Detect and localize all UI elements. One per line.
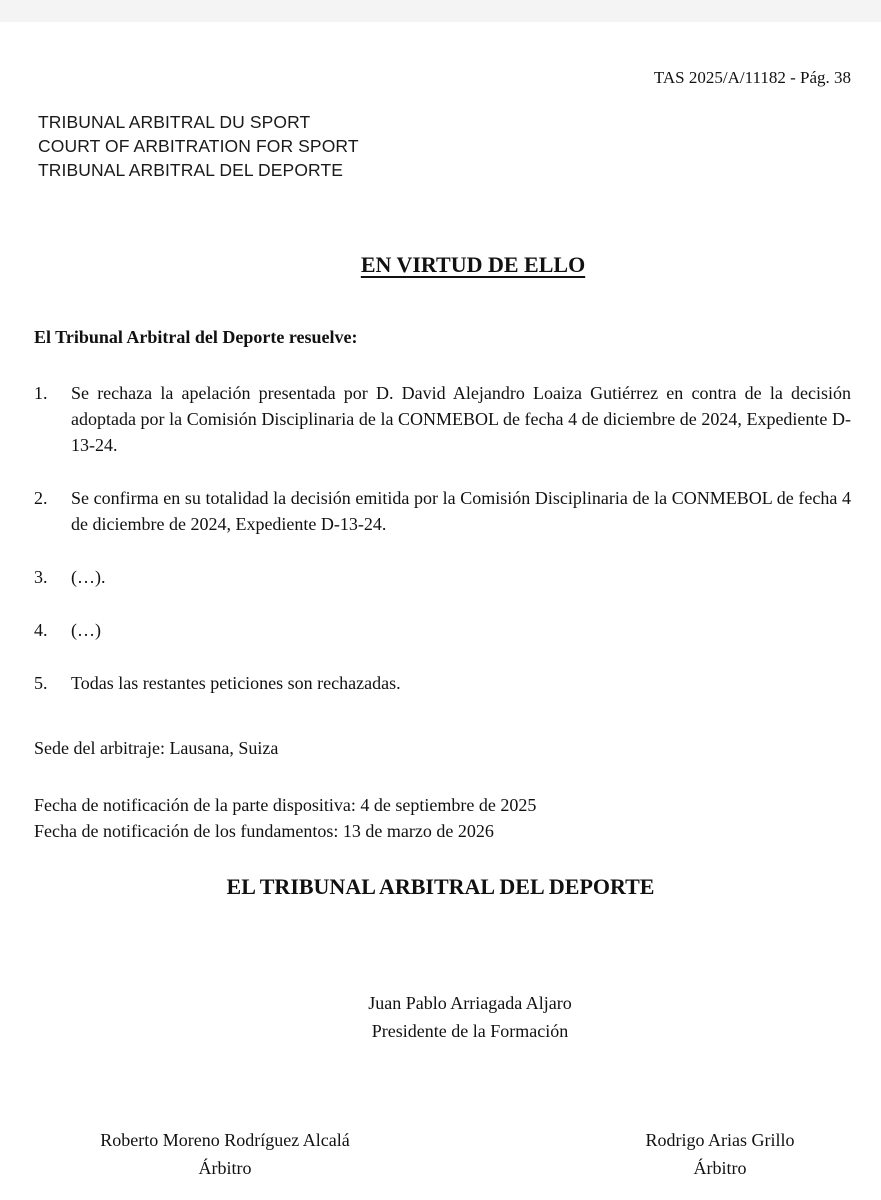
item-number: 2. <box>34 488 48 508</box>
item-text: Todas las restantes peticiones son rechazadas. <box>71 673 401 693</box>
page-number: TAS 2025/A/11182 - Pág. 38 <box>653 68 851 87</box>
section-heading-text: EN VIRTUD DE ELLO <box>360 252 586 277</box>
tribunal-title: EL TRIBUNAL ARBITRAL DEL DEPORTE <box>226 874 655 899</box>
grounds-notification-date: Fecha de notificación de los fundamentos: 13 de marzo de 2026 <box>34 821 494 841</box>
list-item <box>34 485 851 537</box>
section-heading <box>0 252 881 278</box>
arbitration-seat: Sede del arbitraje: Lausana, Suiza <box>34 738 279 758</box>
item-number: 5. <box>34 673 48 693</box>
arbitrator-signature-block-right <box>590 1126 850 1182</box>
court-letterhead <box>38 110 359 182</box>
item-text: Se confirma en su totalidad la decisión emitida por la Comisión Disciplinaria de la CONMEBOL de fecha 4 de diciembre de 2024, Expediente D-13-24. <box>71 488 851 534</box>
list-item <box>34 564 851 590</box>
item-number: 1. <box>34 383 48 403</box>
arbitrator-role: Árbitro <box>693 1158 747 1178</box>
top-margin-bar <box>0 0 881 22</box>
resolution-intro: El Tribunal Arbitral del Deporte resuelve: <box>34 327 358 347</box>
president-name: Juan Pablo Arriagada Aljaro <box>368 993 572 1013</box>
notification-dates <box>34 792 536 844</box>
item-number: 4. <box>34 620 48 640</box>
item-text: Se rechaza la apelación presentada por D. David Alejandro Loaiza Gutiérrez en contra de la decisión adoptada por la Comisión Disciplinaria de la CONMEBOL de fecha 4 de diciembre de 2024, Expediente D-13-24. <box>71 383 851 455</box>
arbitrator-name: Rodrigo Arias Grillo <box>645 1130 795 1150</box>
operative-notification-date: Fecha de notificación de la parte dispositiva: 4 de septiembre de 2025 <box>34 795 537 815</box>
item-number: 3. <box>34 567 48 587</box>
item-text: (…) <box>71 620 101 640</box>
list-item <box>34 617 851 643</box>
president-role: Presidente de la Formación <box>371 1021 569 1041</box>
list-item <box>34 380 851 458</box>
resolution-list <box>34 380 851 696</box>
letterhead-line-english: COURT OF ARBITRATION FOR SPORT <box>38 136 359 156</box>
arbitrator-role: Árbitro <box>198 1158 252 1178</box>
item-text: (…). <box>71 567 106 587</box>
list-item <box>34 670 851 696</box>
letterhead-line-french: TRIBUNAL ARBITRAL DU SPORT <box>38 112 311 132</box>
arbitrator-name: Roberto Moreno Rodríguez Alcalá <box>100 1130 350 1150</box>
arbitrator-signature-block-left <box>60 1126 390 1182</box>
letterhead-line-spanish: TRIBUNAL ARBITRAL DEL DEPORTE <box>38 160 344 180</box>
president-signature-block <box>240 989 700 1045</box>
